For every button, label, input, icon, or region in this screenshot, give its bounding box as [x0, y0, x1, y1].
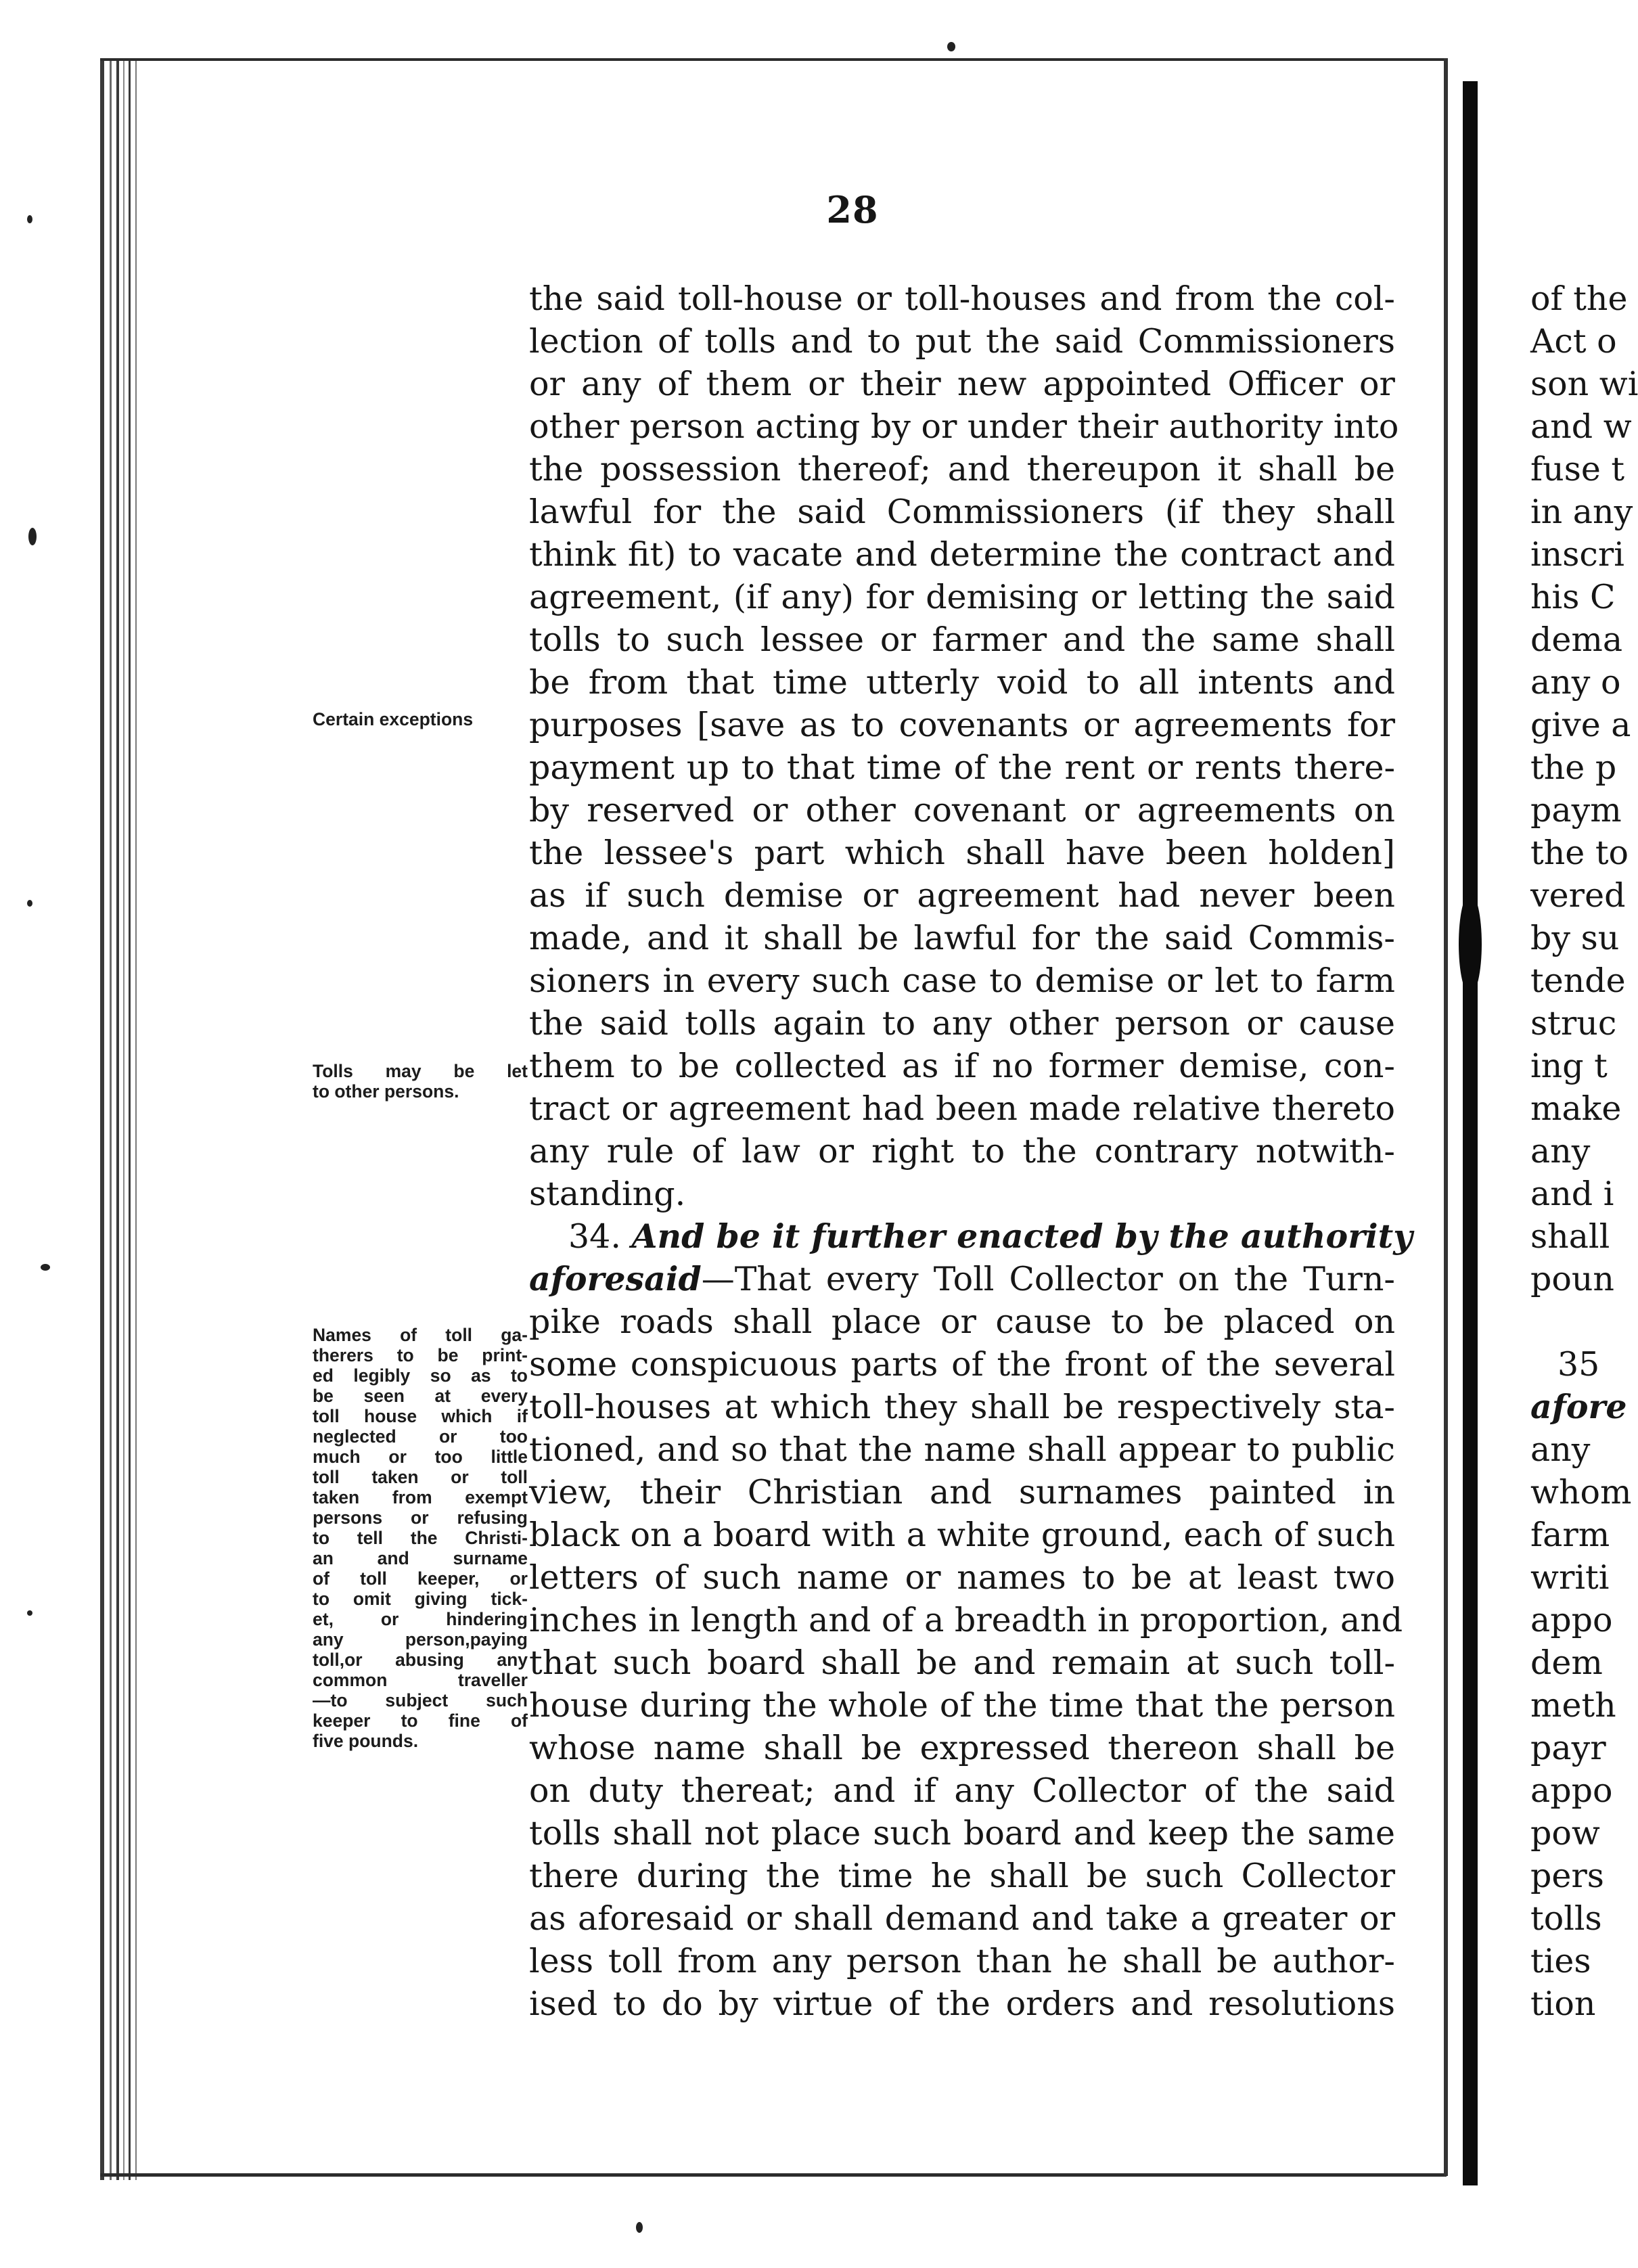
- text-line: view, their Christian and surnames painted in: [529, 1473, 1395, 1512]
- margin-note-line: Certain exceptions: [313, 709, 474, 729]
- fragment-line: shall: [1530, 1217, 1610, 1256]
- text-line: pike roads shall place or cause to be placed on: [529, 1302, 1395, 1341]
- margin-note-line: et, or hindering: [313, 1609, 528, 1629]
- page-edge-line: [123, 60, 124, 2180]
- text-line: tract or agreement had been made relative thereto: [529, 1089, 1395, 1128]
- page-edge-line: [110, 60, 112, 2180]
- text-line: them to be collected as if no former demise, con-: [529, 1047, 1395, 1085]
- text-line: [529, 1258, 1395, 1300]
- page-bottom-border: [100, 2173, 1447, 2177]
- margin-note-line: Names of toll ga-: [313, 1325, 528, 1345]
- margin-note-line: to tell the Christi-: [313, 1528, 528, 1548]
- fragment-line: appo: [1530, 1601, 1613, 1639]
- text-line: made, and it shall be lawful for the said Commis-: [529, 919, 1395, 957]
- margin-note-certain-exceptions: [313, 709, 528, 729]
- margin-note-line: an and surname: [313, 1548, 528, 1568]
- scan-speck: [28, 528, 37, 545]
- fragment-line: ing t: [1530, 1047, 1608, 1085]
- fragment-line: dem: [1530, 1643, 1603, 1682]
- fragment-line: tende: [1530, 961, 1626, 1000]
- fragment-line: and i: [1530, 1175, 1614, 1213]
- fragment-line: any: [1530, 1430, 1591, 1469]
- main-text-column: [529, 277, 1413, 2025]
- page-edge-line: [116, 60, 119, 2180]
- margin-note-line: neglected or too: [313, 1426, 528, 1447]
- margin-note-line: toll,or abusing any: [313, 1650, 528, 1670]
- fragment-line: of the: [1530, 279, 1628, 318]
- margin-note-line: therers to be print-: [313, 1345, 528, 1365]
- text-line: as if such demise or agreement had never been: [529, 876, 1395, 915]
- page-number: 28: [826, 188, 879, 231]
- text-fragment: —That every Toll Collector on the Turn-: [701, 1260, 1395, 1298]
- margin-note-line: common traveller: [313, 1670, 528, 1690]
- fragment-line: payr: [1530, 1729, 1606, 1767]
- text-line: lawful for the said Commissioners (if they shall: [529, 493, 1395, 531]
- fragment-line: Act o: [1530, 322, 1617, 361]
- fragment-line: farm: [1530, 1516, 1610, 1554]
- fragment-line: the p: [1530, 748, 1617, 787]
- text-line: standing.: [529, 1175, 686, 1213]
- scan-speck: [636, 2222, 643, 2233]
- text-line: inches in length and of a breadth in proportion, and: [529, 1601, 1403, 1639]
- margin-note-line: toll taken or toll: [313, 1467, 528, 1487]
- text-line: other person acting by or under their authority into: [529, 407, 1399, 446]
- fragment-line: ties: [1530, 1942, 1591, 1980]
- text-line: the possession thereof; and thereupon it shall be: [529, 450, 1395, 489]
- gutter-binding-notch: [1459, 893, 1482, 995]
- fragment-line: make: [1530, 1089, 1622, 1128]
- fragment-line: 35: [1557, 1345, 1600, 1384]
- fragment-line: meth: [1530, 1686, 1616, 1725]
- fragment-line: fuse t: [1530, 450, 1625, 489]
- text-line: think fit) to vacate and determine the contract and: [529, 535, 1395, 574]
- scan-speck: [27, 900, 32, 907]
- enacting-clause-continued: aforesaid: [529, 1259, 702, 1298]
- text-line: tolls shall not place such board and keep the same: [529, 1814, 1395, 1853]
- page-top-border: [100, 58, 1447, 61]
- fragment-italic: afore: [1530, 1387, 1627, 1426]
- text-line: the lessee's part which shall have been holden]: [529, 834, 1395, 872]
- margin-note-line: much or too little: [313, 1447, 528, 1467]
- margin-note-line: be seen at every: [313, 1386, 528, 1406]
- fragment-line: vered: [1530, 876, 1626, 915]
- fragment-line: give a: [1530, 706, 1631, 744]
- fragment-line: son wi: [1530, 365, 1638, 403]
- text-line: less toll from any person than he shall be author-: [529, 1942, 1395, 1980]
- scan-speck: [41, 1264, 50, 1271]
- book-gutter: [1463, 81, 1478, 2185]
- text-line: be from that time utterly void to all intents and: [529, 663, 1395, 702]
- fragment-line: any o: [1530, 663, 1621, 702]
- fragment-line: [1530, 1386, 1627, 1428]
- text-line: some conspicuous parts of the front of the several: [529, 1345, 1395, 1384]
- fragment-line: tolls: [1530, 1899, 1602, 1938]
- text-line: house during the whole of the time that the person: [529, 1686, 1395, 1725]
- text-line: letters of such name or names to be at least two: [529, 1558, 1395, 1597]
- margin-note-tolls-let: [313, 1061, 528, 1102]
- fragment-line: and w: [1530, 407, 1632, 446]
- text-line: the said toll-house or toll-houses and from the col-: [529, 279, 1395, 318]
- fragment-line: struc: [1530, 1004, 1617, 1043]
- text-line: the said tolls again to any other person or cause: [529, 1004, 1395, 1043]
- fragment-line: appo: [1530, 1771, 1613, 1810]
- text-line: tolls to such lessee or farmer and the same shall: [529, 620, 1395, 659]
- fragment-line: pers: [1530, 1857, 1604, 1895]
- text-line: that such board shall be and remain at such toll-: [529, 1643, 1395, 1682]
- fragment-line: whom: [1530, 1473, 1632, 1512]
- text-line: lection of tolls and to put the said Commissioners: [529, 322, 1395, 361]
- text-line: there during the time he shall be such Collector: [529, 1857, 1395, 1895]
- margin-note-line: —to subject such: [313, 1690, 528, 1710]
- text-line: sioners in every such case to demise or let to farm: [529, 961, 1395, 1000]
- margin-note-line: toll house which if: [313, 1406, 528, 1426]
- fragment-line: by su: [1530, 919, 1620, 957]
- fragment-line: pow: [1530, 1814, 1600, 1853]
- gutter-gap: [1448, 0, 1463, 2268]
- text-line: or any of them or their new appointed Officer or: [529, 365, 1395, 403]
- facing-page-text-fragments: [1530, 277, 1638, 2118]
- fragment-line: poun: [1530, 1260, 1614, 1298]
- text-line: any rule of law or right to the contrary notwith-: [529, 1132, 1395, 1171]
- fragment-line: any: [1530, 1132, 1591, 1171]
- margin-note-line: to omit giving tick-: [313, 1589, 528, 1609]
- margin-note-line: five pounds.: [313, 1731, 419, 1751]
- margin-note-names-of-toll-gatherers: [313, 1325, 528, 1751]
- section-number: 34.: [568, 1217, 621, 1256]
- enacting-clause: And be it further enacted by the authority: [631, 1217, 1413, 1256]
- fragment-line: writi: [1530, 1558, 1610, 1597]
- text-line: toll-houses at which they shall be respectively sta-: [529, 1388, 1395, 1426]
- scan-speck: [27, 1610, 32, 1616]
- text-line: payment up to that time of the rent or rents there-: [529, 748, 1395, 787]
- text-line: by reserved or other covenant or agreements on: [529, 791, 1395, 830]
- fragment-line: tion: [1530, 1984, 1596, 2023]
- text-line: ised to do by virtue of the orders and resolutions: [529, 1984, 1395, 2023]
- fragment-line: his C: [1530, 578, 1616, 616]
- margin-note-line: keeper to fine of: [313, 1710, 528, 1731]
- fragment-line: dema: [1530, 620, 1623, 659]
- scan-speck: [27, 215, 32, 223]
- text-line: black on a board with a white ground, each of such: [529, 1516, 1395, 1554]
- page-edge-line: [135, 60, 137, 2180]
- page-edge-line: [100, 60, 104, 2180]
- text-line: agreement, (if any) for demising or letting the said: [529, 578, 1395, 616]
- margin-note-line: of toll keeper, or: [313, 1568, 528, 1589]
- text-line: on duty thereat; and if any Collector of the said: [529, 1771, 1395, 1810]
- fragment-line: paym: [1530, 791, 1622, 830]
- margin-note-line: persons or refusing: [313, 1507, 528, 1528]
- text-line: as aforesaid or shall demand and take a greater or: [529, 1899, 1395, 1938]
- margin-note-line: Tolls may be let: [313, 1061, 528, 1081]
- text-line: purposes [save as to covenants or agreements for: [529, 706, 1395, 744]
- text-line: tioned, and so that the name shall appear to public: [529, 1430, 1395, 1469]
- margin-note-line: any person,paying: [313, 1629, 528, 1650]
- fragment-line: inscri: [1530, 535, 1624, 574]
- margin-note-line: to other persons.: [313, 1081, 459, 1102]
- scan-speck: [947, 42, 955, 51]
- margin-note-line: ed legibly so as to: [313, 1365, 528, 1386]
- page-edge-line: [129, 60, 131, 2180]
- section-34-heading: [529, 1215, 1413, 1258]
- fragment-line: the to: [1530, 834, 1629, 872]
- text-line: whose name shall be expressed thereon shall be: [529, 1729, 1395, 1767]
- fragment-line: [1530, 1300, 1621, 1343]
- fragment-line: in any: [1530, 493, 1633, 531]
- margin-note-line: taken from exempt: [313, 1487, 528, 1507]
